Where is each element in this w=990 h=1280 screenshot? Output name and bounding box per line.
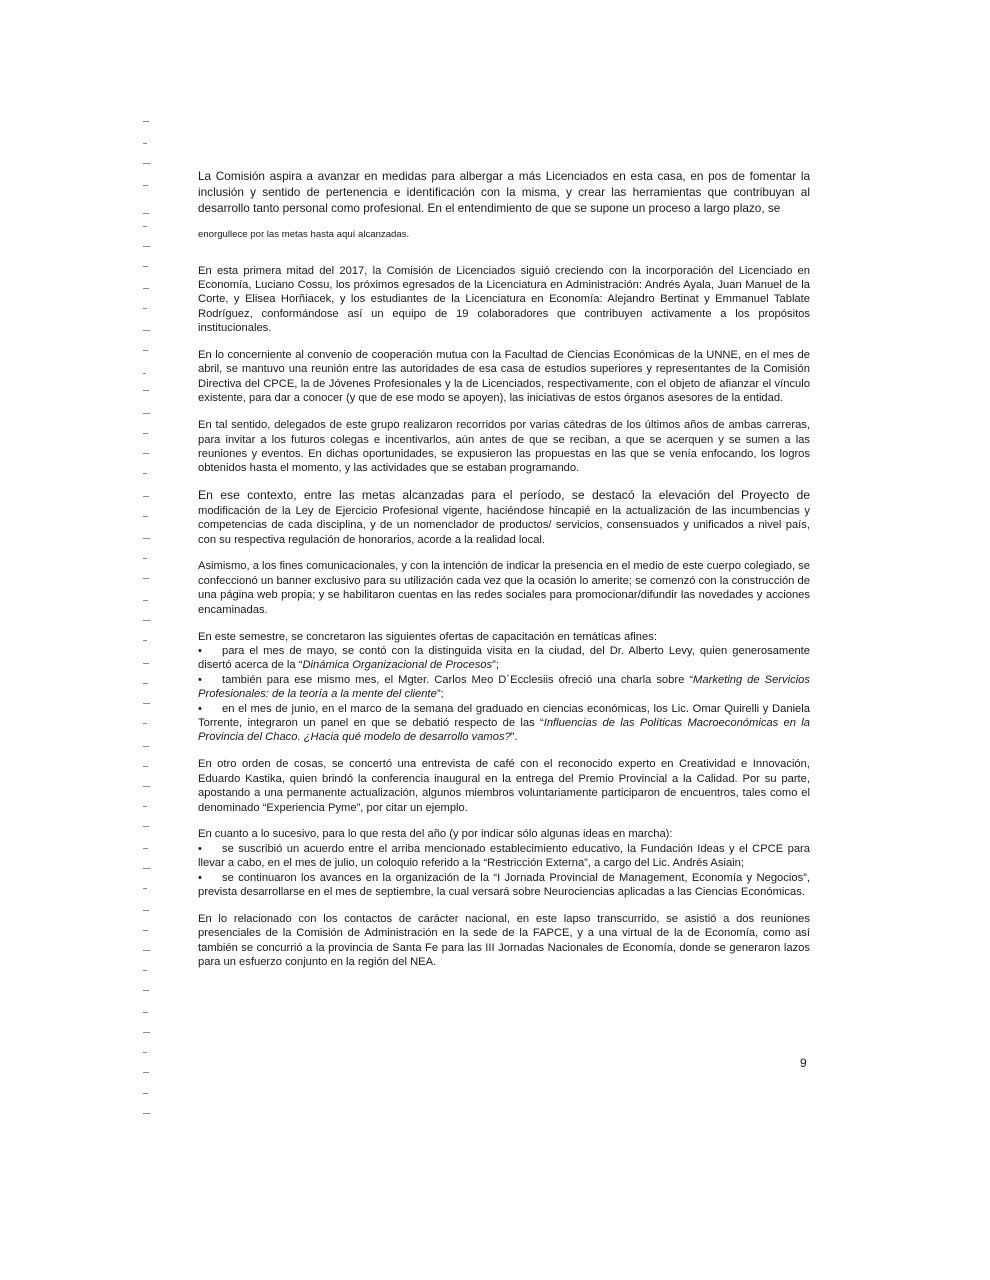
- training-item-title: Dinámica Organizacional de Procesos: [302, 659, 493, 672]
- paragraph-unne-agreement: En lo concerniente al convenio de cooperación mutua con la Facultad de Ciencias Económicas de la UNNE, en el mes de abril, se mantuvo una reunión entre las autoridades de esa casa de estudios superiores y representantes de la Comisión Directiva del CPCE, la de Jóvenes Profesionales y la de Licenciados, respectivamente, con el objeto de afianzar el vínculo existente, para dar a conocer (y que de ese modo se apoyen), las iniciativas de estos órganos asesores de la entidad.: [198, 349, 810, 405]
- paragraph-team-growth: En esta primera mitad del 2017, la Comisión de Licenciados siguió creciendo con la incorporación del Licenciado en Economía, Luciano Cossu, los próximos egresados de la Licenciatura en Administración: Andrés Ayala, Juan Manuel de la Corte, y Elisea Horñiacek, y los estudiantes de la Licenciatura en Economía: Alejandro Bertinat y Emmanuel Tablate Rodríguez, conformándose así un equipo de 19 colaboradores que contribuyen activamente a los propósitos institucionales.: [198, 264, 810, 335]
- training-item-end: ”;: [492, 659, 499, 672]
- training-item-end: ”;: [436, 688, 444, 701]
- paragraph-communications: Asimismo, a los fines comunicacionales, y con la intención de indicar la presencia en el medio de este cuerpo colegiado, se confeccionó un banner exclusivo para su utilización cada vez que la ocasión lo amerite; se comenzó con la construcción de una página web propia; y se habilitaron cuentas en las redes sociales para promocionar/difundir las novedades y acciones encaminadas.: [198, 560, 810, 616]
- training-item: [198, 644, 810, 673]
- paragraph-chair-visits: En tal sentido, delegados de este grupo realizaron recorridos por varias cátedras de los últimos años de ambas carreras, para invitar a los futuros colegas e incentivarlos, aún antes de que se reciban, a que se acerquen y se sumen a las reuniones y eventos. En dichas oportunidades, se expusieron las propuestas en las que se venía enfocando, los logros obtenidos hasta el momento, y las actividades que se estaban programando.: [198, 419, 810, 475]
- margin-scan-marks: [143, 118, 155, 1128]
- training-item: [198, 702, 810, 745]
- page-number: 9: [800, 1056, 807, 1070]
- training-section: [198, 630, 810, 745]
- training-item-end: ”.: [510, 731, 518, 744]
- paragraph-national-contacts: En lo relacionado con los contactos de carácter nacional, en este lapso transcurrido, se asistió a dos reuniones presenciales de la Comisión de Administración en la sede de la FAPCE, y a una virtual de la de Economía, como así también se concurrió a la provincia de Santa Fe para las III Jornadas Nacionales de Economía, donde se generaron lazos para un esfuerzo conjunto en la región del NEA.: [198, 912, 810, 969]
- training-item-text: para el mes de mayo, se contó con la distinguida visita en la ciudad, del Dr. Alberto Levy, quien generosamente disertó acerca de la “: [198, 644, 810, 672]
- training-item-title: Marketing de Servicios Profesionales: de la teoría a la mente del cliente: [198, 673, 810, 701]
- training-item: [198, 673, 810, 702]
- bullet-icon: •: [198, 842, 202, 855]
- bullet-icon: •: [198, 871, 202, 884]
- future-plan-text: se suscribió un acuerdo entre el arriba mencionado establecimiento educativo, la Fundación Ideas y el CPCE para llevar a cabo, en el mes de julio, un coloquio referido a la “Restricción Externa”, a cargo del Lic. Andrés Asiain;: [198, 842, 810, 870]
- training-item-text: en el mes de junio, en el marco de la semana del graduado en ciencias económicas, los Lic. Omar Quirelli y Daniela Torrente, integraron un panel en que se debatió respecto de las “: [198, 702, 810, 729]
- training-item-text: también para ese mismo mes, el Mgter. Carlos Meo D´Ecclesiis ofreció una charla sobre “: [222, 673, 694, 686]
- training-intro: En este semestre, se concretaron las siguientes ofertas de capacitación en temáticas afines:: [198, 630, 657, 643]
- future-plan-text: se continuaron los avances en la organización de la “I Jornada Provincial de Management, Economía y Negocios”, prevista desarrollarse en el mes de septiembre, la cual versará sobre Neurociencias aplicadas a las Ciencias Económicas.: [198, 871, 810, 899]
- future-plans-intro: En cuanto a lo sucesivo, para lo que resta del año (y por indicar sólo algunas ideas en marcha):: [198, 828, 673, 841]
- future-plan-item: [198, 842, 810, 871]
- future-plan-item: [198, 871, 810, 900]
- paragraph-kastika-interview: En otro orden de cosas, se concertó una entrevista de café con el reconocido experto en Creatividad e Innovación, Eduardo Kastika, quien brindó la conferencia inaugural en la entrega del Premio Provincial a la Calidad. Por su parte, apostando a una permanente actualización, algunos miembros voluntariamente participaron de encuentros, tales como el denominado “Experiencia Pyme”, por citar un ejemplo.: [198, 758, 810, 814]
- training-item-title: Influencias de las Políticas Macroeconómicas en la Provincia del Chaco. ¿Hacia qué modelo de desarrollo vamos?: [198, 716, 810, 744]
- law-project-rest: modificación de la Ley de Ejercicio Profesional vigente, haciéndose hincapié en la actualización de las incumbencias y competencias de cada disciplina, y de un nomenclador de productos/ servicios, consensuados y unificados a nivel país, con su respectiva regulación de honorarios, acorde a la realidad local.: [198, 504, 810, 546]
- bullet-icon: •: [198, 673, 202, 686]
- bullet-icon: •: [198, 644, 202, 657]
- paragraph-law-project: [198, 488, 810, 547]
- intro-paragraph: [198, 168, 810, 216]
- intro-text: La Comisión aspira a avanzar en medidas para albergar a más Licenciados en esta casa, en pos de fomentar la inclusión y sentido de pertenencia e identificación con la misma, y crear las herramientas que contribuyan al desarrollo tanto personal como profesional. En el entendimiento de que se supone un proceso a largo plazo, se: [198, 169, 810, 215]
- bullet-icon: •: [198, 702, 202, 715]
- future-plans-section: [198, 827, 810, 899]
- document-body: [198, 168, 810, 982]
- law-project-lead: En ese contexto, entre las metas alcanzadas para el período, se destacó la elevación del Proyecto de: [198, 488, 810, 503]
- intro-last-line: enorgullece por las metas hasta aquí alcanzadas.: [198, 228, 410, 240]
